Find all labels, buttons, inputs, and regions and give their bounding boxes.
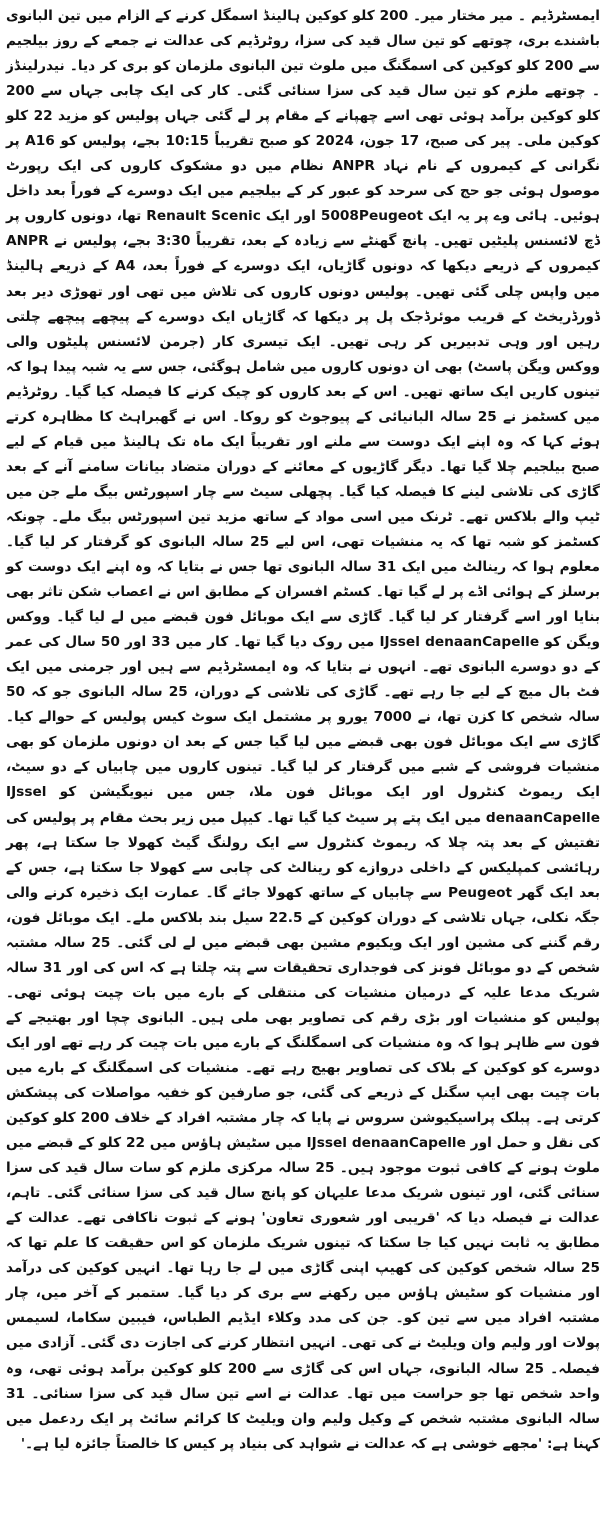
article-body: ایمسٹرڈیم ۔ میر مختار میر۔ 200 کلو کوکین ہالینڈ اسمگل کرنے کے الزام میں تین البانوی باشندے بری، چوتھے کو تین سال قید کی سزا، روٹرڈیم کی عدالت نے جمعے کے روز بیلجیم سے 200 کلو کوکین کی اسمگنگ میں ملوث تین البانوی ملزمان کو بری کر دیا۔ نیدرلینڈز ۔ چوتھے ملزم کو تین سال قید کی سزا سنائی گئی۔ کار کی ایک چابی جہاں سے 200 کلو کوکین برآمد ہوئی تھی اسے چھپانے کے مقام پر لے گئی جہاں پولیس کو مزید 22 کلو کوکین ملی۔ پیر کی صبح، 17 جون، 2024 کو صبح تقریباً 10:15 بجے، پولیس کو A16 پر نگرانی کے کیمروں کے نام نہاد ANPR نظام میں دو مشکوک کاروں کی ایک رپورٹ موصول ہوئی جو حج کی سرحد کو عبور کر کے بیلجیم میں ایک دوسرے کے فوراً بعد داخل ہوئیں۔ ہائی وے پر یہ ایک 5008Peugeot اور ایک Renault Scenic تھا، دونوں کاروں پر ڈچ لائسنس پلیٹیں تھیں۔ پانچ گھنٹے سے زیادہ کے بعد، تقریباً 3:30 بجے، پولیس نے ANPR کیمروں کے ذریعے دیکھا کہ دونوں گاڑیاں، ایک دوسرے کے فوراً بعد، A4 کے ذریعے ہالینڈ میں واپس چلی گئی تھیں۔ پولیس دونوں کاروں کی تلاش میں تھی اور تھوڑی دیر بعد ڈورڈریخٹ کے قریب موئرڈجک پل پر دیکھا کہ گاڑیاں ایک دوسرے کے پیچھے پیچھے چلتی رہیں اور وہی تدبیریں کر رہی تھیں۔ ایک تیسری کار (جرمن لائسنس پلیٹوں والی ووکس ویگن پاسٹ) بھی ان دونوں کاروں میں شامل ہوگئی، جس سے یہ شبہ پیدا ہوا کہ تینوں کاریں ایک ساتھ تھیں۔ اس کے بعد کاروں کو چیک کرنے کا فیصلہ کیا گیا۔ روٹرڈیم میں کسٹمز نے 25 سالہ البانیائی کے پیوجوٹ کو روکا۔ اس نے گھبراہٹ کا مظاہرہ کرتے ہوئے کہا کہ وہ اپنے ایک دوست سے ملنے اور تقریباً ایک ماہ تک ہالینڈ میں قیام کے لیے صبح بیلجیم چلا گیا تھا۔ دیگر گاڑیوں کے معائنے کے دوران متضاد بیانات سامنے آنے کے بعد گاڑی کی تلاشی لینے کا فیصلہ کیا گیا۔ پچھلی سیٹ سے چار اسپورٹس بیگ ملے جن میں ٹیپ والے بلاکس تھے۔ ٹرنک میں اسی مواد کے ساتھ مزید تین اسپورٹس بیگ ملے۔ چونکہ کسٹمز کو شبہ تھا کہ یہ منشیات تھی، اس لیے 25 سالہ البانوی کو گرفتار کر لیا گیا۔ معلوم ہوا کہ رینالٹ میں ایک 31 سالہ البانوی تھا جس نے بتایا کہ وہ اپنے ایک دوست کو برسلز کے ہوائی اڈے پر لے گیا تھا۔ کسٹم افسران کے مطابق اس نے اعصاب شکن تاثر بھی بنایا اور اسے گرفتار کر لیا گیا۔ گاڑی سے ایک موبائل فون قبضے میں لے لیا گیا۔ ووکس ویگن کو IJssel denaanCapelle میں روک دیا گیا تھا۔ کار میں 33 اور 50 سال کی عمر کے دو دوسرے البانوی تھے۔ انہوں نے بتایا کہ وہ ایمسٹرڈیم سے ہیں اور جرمنی میں ایک فٹ بال میچ کے لیے جا رہے تھے۔ گاڑی کی تلاشی کے دوران، 25 سالہ البانوی جو کہ 50 سالہ شخص کا کزن تھا، نے 7000 یورو پر مشتمل ایک سوٹ کیس پولیس کے حوالے کیا۔ گاڑی سے ایک موبائل فون بھی قبضے میں لیا گیا جس کے بعد ان دونوں ملزمان کو بھی منشیات فروشی کے شبے میں گرفتار کر لیا گیا۔ تینوں کاروں میں چابیاں کے دو سیٹ، ایک ریموٹ کنٹرول اور ایک موبائل فون ملا، جس میں نیویگیشن کو IJssel denaanCapelle میں ایک پتے پر سیٹ کیا گیا تھا۔ کیپل میں زیر بحث مقام پر پولیس کی تفتیش کے بعد پتہ چلا کہ ریموٹ کنٹرول سے ایک رولنگ گیٹ کھولا جا سکتا ہے، پھر رہائشی کمپلیکس کے داخلی دروازے کو رینالٹ کی چابی سے کھولا جا سکتا ہے، جس کے بعد ایک گھر Peugeot سے چابیاں کے ساتھ کھولا جائے گا۔ عمارت ایک ذخیرہ کرنے والی جگہ نکلی، جہاں تلاشی کے دوران کوکین کے 22.5 سیل بند بلاکس ملے۔ ایک موبائل فون، رقم گننے کی مشین اور ایک ویکیوم مشین بھی قبضے میں لے لی گئی۔ 25 سالہ مشتبہ شخص کے دو موبائل فونز کی فوجداری تحقیقات سے پتہ چلتا ہے کہ اس کی اور 31 سالہ شریک مدعا علیہ کے درمیان منشیات کی منتقلی کے بارے میں بات چیت ہوئی تھی۔ پولیس کو منشیات اور بڑی رقم کی تصاویر بھی ملی ہیں۔ البانوی چچا اور بھتیجے کے فون سے ظاہر ہوا کہ وہ منشیات کی اسمگلنگ کے بارے میں بات چیت کر رہے تھے اور ایک دوسرے کو کوکین کے بلاک کی تصاویر بھیج رہے تھے۔ منشیات کی اسمگلنگ کے بارے میں بات چیت بھی ایپ سگنل کے ذریعے کی گئی، جو صارفین کو خفیہ مواصلات کی پیشکش کرتی ہے۔ پبلک پراسیکیوشن سروس نے پایا کہ چار مشتبہ افراد کے خلاف 200 کلو کوکین کی نقل و حمل اور IJssel denaanCapelle میں سٹیش ہاؤس میں 22 کلو کے قبضے میں ملوث ہونے کے کافی ثبوت موجود ہیں۔ 25 سالہ مرکزی ملزم کو سات سال قید کی سزا سنائی گئی، اور تینوں شریک مدعا علیہان کو پانچ سال قید کی سزا سنائی گئی۔ تاہم، عدالت نے فیصلہ دیا کہ 'قریبی اور شعوری تعاون' ہونے کے ثبوت ناکافی تھے۔ عدالت کے مطابق یہ ثابت نہیں کیا جا سکتا کہ تینوں شریک ملزمان کو اس حقیقت کا علم تھا کہ 25 سالہ شخص کوکین کی کھیپ اپنی گاڑی میں لے جا رہا تھا۔ انہیں کوکین کی درآمد اور منشیات کو سٹیش ہاؤس میں رکھنے سے بری کر دیا گیا۔ ستمبر کے آخر میں، چار مشتبہ افراد میں سے تین کو۔ جن کی مدد وکلاء ایڈیم الطباس، فیبین سکاما، لسیمس پولات اور ولیم وان ویلیٹ نے کی تھی۔ انہیں انتظار کرنے کی اجازت دی گئی۔ آزادی میں فیصلہ۔ 25 سالہ البانوی، جہاں اس کی گاڑی سے 200 کلو کوکین برآمد ہوئی تھی، وہ واحد شخص تھا جو حراست میں تھا۔ عدالت نے اسے تین سال قید کی سزا سنائی۔ 31 سالہ البانوی مشتبہ شخص کے وکیل ولیم وان ویلیٹ کا کرائم سائٹ پر ایک ردعمل میں کہنا ہے: 'مجھے خوشی ہے کہ عدالت نے شواہد کی بنیاد پر کیس کا خالصتاً جائزہ لیا ہے۔' <box>6 8 601 1452</box>
